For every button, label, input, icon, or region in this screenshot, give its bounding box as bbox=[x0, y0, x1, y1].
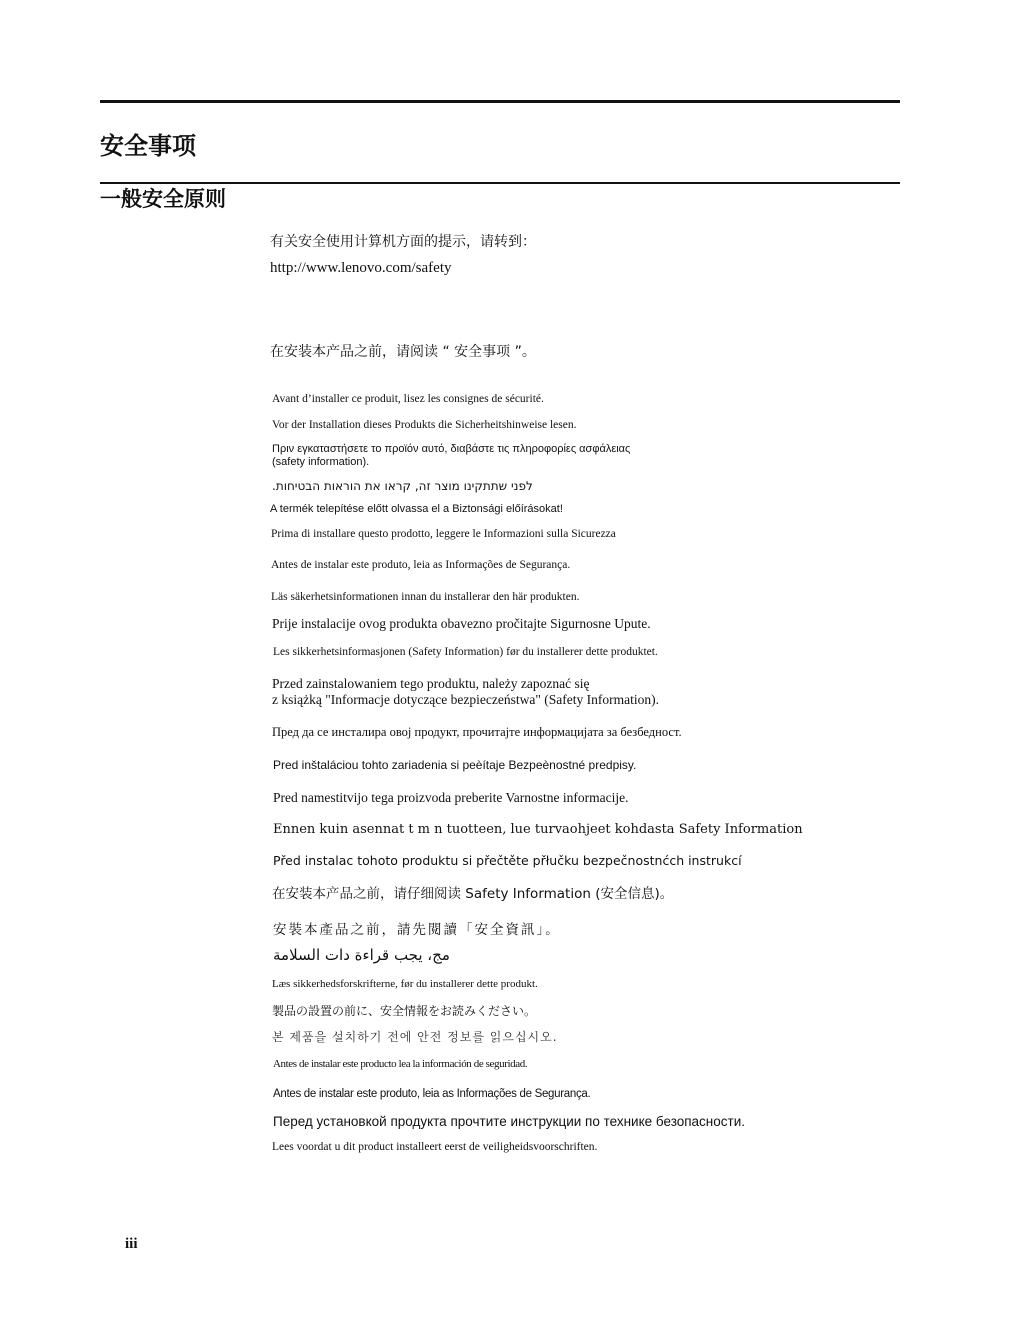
notice-sv: Läs säkerhetsinformationen innan du installerar den här produkten. bbox=[271, 591, 580, 603]
notice-cs: Před instalac tohoto produktu si přečtěte přłučku bezpečnostnćch instrukcí bbox=[273, 853, 742, 868]
notice-ar: مج، يجب قراءة دات السلامة bbox=[273, 946, 450, 964]
safety-tip-text: 有关安全使用计算机方面的提示，请转到： bbox=[270, 234, 536, 250]
notice-zh-tw: 安裝本產品之前，請先閱讀「安全資訊」。 bbox=[273, 922, 561, 938]
top-rule bbox=[100, 100, 900, 103]
notice-he: לפני שתתקינו מוצר זה, קראו את הוראות הבטיחות. bbox=[272, 479, 533, 493]
page-number: iii bbox=[125, 1236, 138, 1252]
notice-it: Prima di installare questo prodotto, leggere le Informazioni sulla Sicurezza bbox=[271, 528, 616, 540]
notice-ru: Перед установкой продукта прочтите инструкции по технике безопасности. bbox=[273, 1114, 745, 1129]
notice-zh-cn: 在安装本产品之前，请仔细阅读 Safety Information (安全信息)。 bbox=[272, 886, 674, 902]
notice-ko: 본 제품을 설치하기 전에 안전 정보를 읽으십시오. bbox=[272, 1030, 558, 1044]
notice-el-line2: (safety information). bbox=[272, 456, 370, 468]
notice-ja: 製品の設置の前に、安全情報をお読みください。 bbox=[272, 1004, 537, 1018]
notice-el: Πριν εγκαταστήσετε το προϊόν αυτό, διαβάστε τις πληροφορίες ασφάλειας bbox=[272, 443, 631, 455]
notice-fi: Ennen kuin asennat t m n tuotteen, lue turvaohjeet kohdasta Safety Information bbox=[273, 822, 803, 837]
notice-pt: Antes de instalar este produto, leia as Informações de Segurança. bbox=[273, 1088, 591, 1100]
notice-es: Antes de instalar este producto lea la información de seguridad. bbox=[273, 1058, 528, 1070]
notice-da: Læs sikkerhedsforskrifterne, før du installerer dette produkt. bbox=[272, 978, 538, 990]
notice-sl: Pred namestitvijo tega proizvoda preberite Varnostne informacije. bbox=[273, 790, 629, 805]
notice-mk: Пред да се инсталира овој продукт, прочитајте информацијата за безбедност. bbox=[272, 725, 682, 739]
notice-de: Vor der Installation dieses Produkts die Sicherheitshinweise lesen. bbox=[272, 419, 577, 431]
notice-pl: Przed zainstalowaniem tego produktu, należy zapoznać się bbox=[272, 676, 590, 691]
notice-nl: Lees voordat u dit product installeert eerst de veiligheidsvoorschriften. bbox=[272, 1141, 598, 1153]
safety-url-link[interactable]: http://www.lenovo.com/safety bbox=[270, 260, 452, 276]
notice-hr: Prije instalacije ovog produkta obavezno pročitajte Sigurnosne Upute. bbox=[272, 616, 651, 631]
notice-sk: Pred inštaláciou tohto zariadenia si peèítaje Bezpeènostné predpisy. bbox=[273, 758, 637, 772]
notice-no: Les sikkerhetsinformasjonen (Safety Information) før du installerer dette produktet. bbox=[273, 646, 658, 658]
notice-hu: A termék telepítése előtt olvassa el a Biztonsági előírásokat! bbox=[270, 503, 563, 515]
section-title: 一般安全原则 bbox=[100, 187, 226, 211]
notice-fr: Avant d’installer ce produit, lisez les consignes de sécurité. bbox=[272, 393, 544, 405]
read-first-notice: 在安装本产品之前，请阅读 “ 安全事项 ”。 bbox=[270, 344, 536, 360]
notice-pt-br: Antes de instalar este produto, leia as Informações de Segurança. bbox=[271, 559, 571, 571]
page-title: 安全事项 bbox=[100, 132, 196, 160]
notice-pl-line2: z książką "Informacje dotyczące bezpieczeństwa" (Safety Information). bbox=[272, 692, 659, 707]
